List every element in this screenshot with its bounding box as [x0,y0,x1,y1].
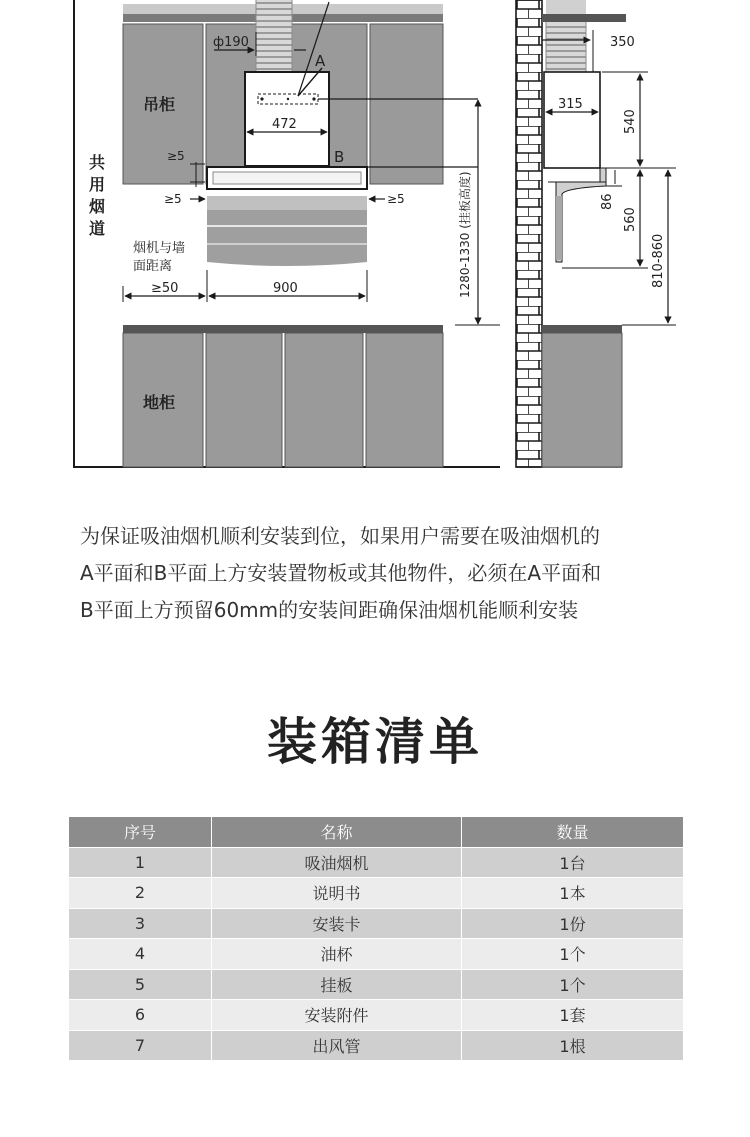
header-quantity: 数量 [462,817,684,848]
table-row [69,908,684,939]
cell-index: 2 [69,878,212,909]
hood-width-inner-label: 472 [272,117,297,132]
installation-note [80,518,700,629]
cell-index: 4 [69,939,212,970]
packing-list-table [68,816,684,1061]
plane-b-label: B [334,148,345,166]
front-view [74,0,500,468]
cell-quantity: 1套 [462,1000,684,1031]
table-row [69,939,684,970]
height-86-label: 86 [600,193,615,210]
gap-top-label: ≥5 [167,149,185,163]
shared-flue-label-1: 共 [89,153,106,172]
cell-name: 出风管 [212,1030,462,1061]
depth-315-label: 315 [558,97,583,112]
table-row [69,969,684,1000]
cell-name: 挂板 [212,969,462,1000]
depth-350-label: 350 [610,35,635,50]
gap-left-label: ≥5 [164,192,182,206]
installation-diagram [0,0,750,480]
height-540-label: 540 [623,109,638,134]
cell-name: 说明书 [212,878,462,909]
table-header-row [69,817,684,848]
cell-index: 1 [69,847,212,878]
cell-index: 6 [69,1000,212,1031]
header-name: 名称 [212,817,462,848]
table-row [69,1030,684,1061]
note-line-2: A平面和B平面上方安装置物板或其他物件，必须在A平面和 [80,561,602,585]
shared-flue-label-3: 烟 [89,197,106,216]
brick-wall [516,0,542,467]
note-line-3: B平面上方预留60mm的安装间距确保油烟机能顺利安装 [80,598,579,622]
range-hood [207,167,367,266]
shared-flue-label-4: 道 [89,219,106,238]
cell-name: 吸油烟机 [212,847,462,878]
table-row [69,878,684,909]
cell-quantity: 1个 [462,939,684,970]
upper-cabinet-label: 吊柜 [143,95,176,114]
exhaust-duct [256,0,292,72]
wall-gap-label: ≥50 [151,281,179,296]
packing-list-title: 装箱清单 [267,713,483,771]
gap-right-label: ≥5 [387,192,405,206]
cell-name: 安装附件 [212,1000,462,1031]
mounting-height-label: 1280-1330 (挂板高度) [458,171,472,298]
hood-width-label: 900 [273,281,298,296]
height-560-label: 560 [623,207,638,232]
plane-a-label: A [315,52,326,70]
cell-quantity: 1份 [462,908,684,939]
shared-flue-label-2: 用 [89,175,106,194]
cell-quantity: 1台 [462,847,684,878]
table-row [69,1000,684,1031]
note-line-1: 为保证吸油烟机顺利安装到位，如果用户需要在吸油烟机的 [80,524,600,548]
cell-name: 安装卡 [212,908,462,939]
lower-cabinet-label: 地柜 [143,393,176,412]
duct-diameter-label: ф190 [213,35,249,50]
cell-index: 3 [69,908,212,939]
cell-index: 7 [69,1030,212,1061]
height-810-860-label: 810-860 [651,233,666,288]
cell-quantity: 1本 [462,878,684,909]
cell-quantity: 1个 [462,969,684,1000]
wall-distance-label-line1: 烟机与墙 [133,241,186,256]
cell-name: 油杯 [212,939,462,970]
wall-distance-label-line2: 面距离 [133,259,173,274]
side-view [516,0,676,467]
table-row [69,847,684,878]
cell-index: 5 [69,969,212,1000]
header-index: 序号 [69,817,212,848]
cell-quantity: 1根 [462,1030,684,1061]
